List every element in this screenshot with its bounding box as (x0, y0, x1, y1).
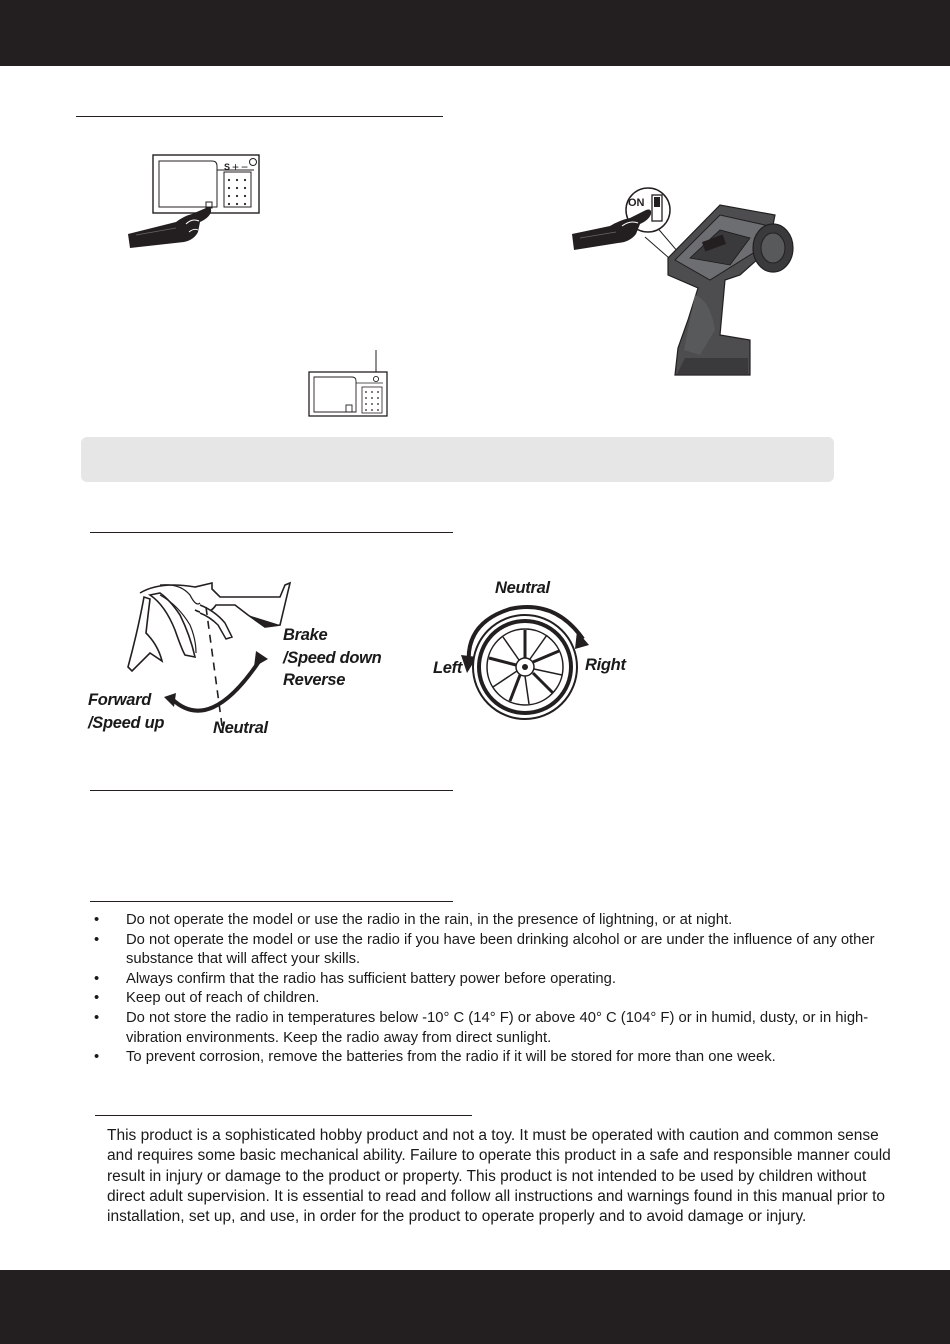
steering-left-label: Left (433, 659, 463, 677)
warning-paragraph: This product is a sophisticated hobby product and not a toy. It must be operated with caution and common sense and requires some basic mechanical ability. Failure to operate this product in a safe and responsible manner could result in injury or damage to the product or property. This product is not intended to be used by children without direct adult supervision. It is essential to read and follow all instructions and warnings found in this manual prior to installation, set up, and use, in order for the product to operate properly and to avoid damage or injury. (107, 1127, 891, 1226)
steering-wheel-diagram (455, 595, 595, 725)
section-rule-4 (90, 901, 453, 902)
section-rule-5 (95, 1115, 472, 1116)
section-rule-1 (76, 116, 443, 117)
transmitter-on-label: ON (628, 197, 645, 209)
list-item: • Keep out of reach of children. (94, 989, 894, 1009)
transmitter-power-illustration (560, 180, 800, 380)
throttle-brake-label: Brake (283, 626, 328, 644)
throttle-forward-label: Forward (88, 691, 151, 709)
throttle-neutral-label: Neutral (213, 719, 268, 737)
receiver-led-illustration (304, 350, 394, 420)
precautions-list (94, 911, 894, 1068)
section-rule-2 (90, 532, 453, 533)
throttle-speed-down-label: /Speed down (283, 649, 382, 667)
steering-right-label: Right (585, 656, 626, 674)
list-item: • Do not store the radio in temperatures below -10° C (14° F) or above 40° C (104° F) or in humid, dusty, or in high-vibration environments. Keep the radio away from direct sunlight. (94, 1009, 894, 1048)
section-rule-3 (90, 790, 453, 791)
throttle-reverse-label: Reverse (283, 671, 346, 689)
receiver-press-illustration (126, 150, 266, 255)
footer-band (0, 1270, 950, 1344)
list-item: • To prevent corrosion, remove the batteries from the radio if it will be stored for more than one week. (94, 1048, 894, 1068)
list-item: • Do not operate the model or use the radio in the rain, in the presence of lightning, or at night. (94, 911, 894, 931)
throttle-speed-up-label: /Speed up (88, 714, 165, 732)
receiver-plus-label: + (232, 160, 240, 174)
header-band (0, 0, 950, 66)
list-item: • Always confirm that the radio has sufficient battery power before operating. (94, 970, 894, 990)
steering-neutral-label: Neutral (495, 579, 550, 597)
receiver-s-label: S (224, 162, 231, 172)
list-item: • Do not operate the model or use the radio if you have been drinking alcohol or are under the influence of any other substance that will affect your skills. (94, 931, 894, 970)
receiver-minus-label: − (241, 160, 249, 174)
note-box (81, 437, 834, 482)
